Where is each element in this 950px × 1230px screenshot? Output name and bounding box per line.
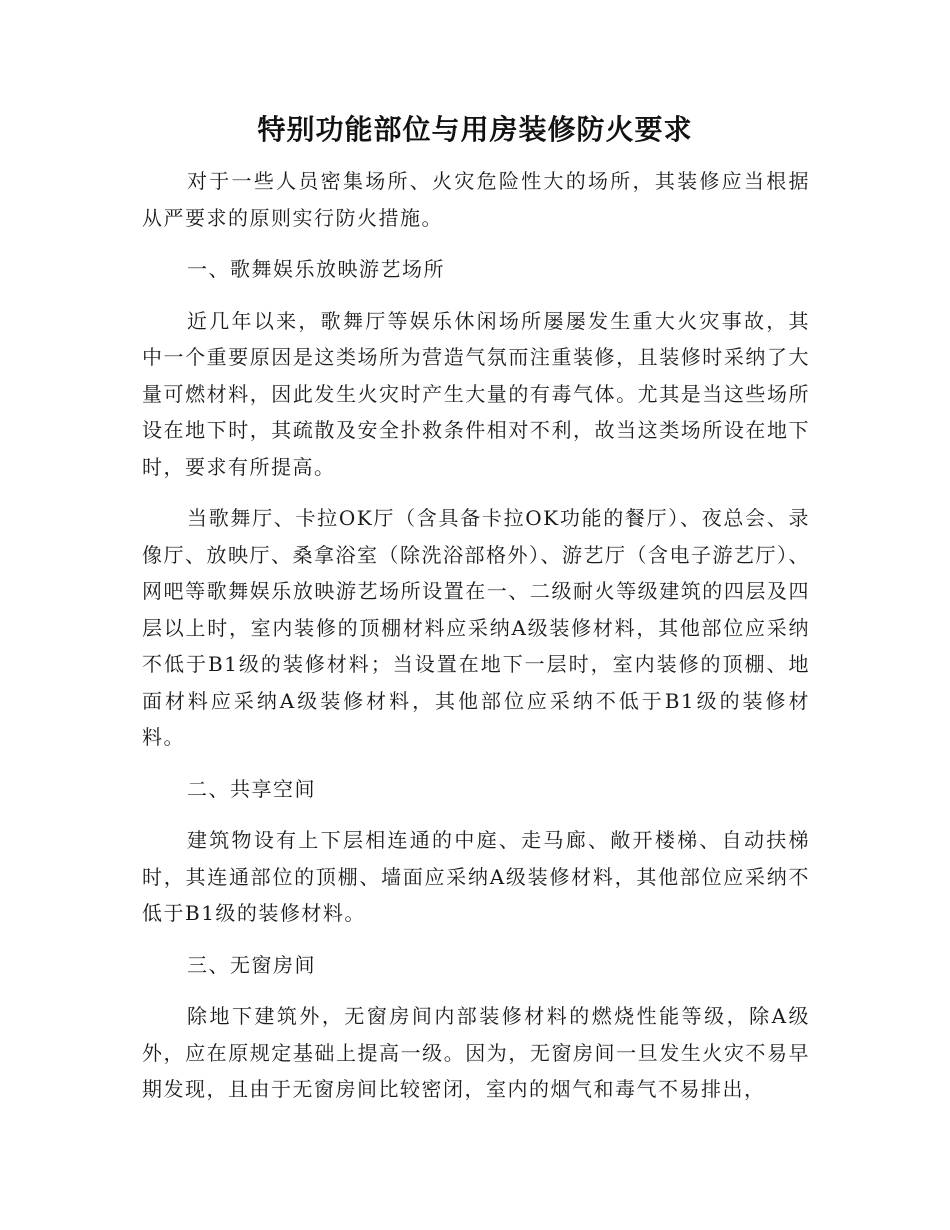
paragraph-intro: 对于一些人员密集场所、火灾危险性大的场所，其装修应当根据从严要求的原则实行防火措施。 xyxy=(142,169,810,230)
document-title: 特别功能部位与用房装修防火要求 xyxy=(257,113,693,146)
section-heading-3: 三、无窗房间 xyxy=(187,952,316,977)
paragraph: 近几年以来，歌舞厅等娱乐休闲场所屡屡发生重大火灾事故，其中一个重要原因是这类场所为营造气氛而注重装修，且装修时采纳了大量可燃材料，因此发生火灾时产生大量的有毒气体。尤其是当这些场所设在地下时，其疏散及安全扑救条件相对不利，故当这类场所设在地下时，要求有所提高。 xyxy=(142,308,810,479)
document-body xyxy=(142,163,810,1123)
paragraph: 当歌舞厅、卡拉OK厅（含具备卡拉OK功能的餐厅）、夜总会、录像厅、放映厅、桑拿浴室（除洗浴部格外）、游艺厅（含电子游艺厅）、网吧等歌舞娱乐放映游艺场所设置在一、二级耐火等级建筑的四层及四层以上时，室内装修的顶棚材料应采纳A级装修材料，其他部位应采纳不低于B1级的装修材料；当设置在地下一层时，室内装修的顶棚、地面材料应采纳A级装修材料，其他部位应采纳不低于B1级的装修材料。 xyxy=(142,506,810,749)
paragraph: 除地下建筑外，无窗房间内部装修材料的燃烧性能等级，除A级外，应在原规定基础上提高一级。因为，无窗房间一旦发生火灾不易早期发现，且由于无窗房间比较密闭，室内的烟气和毒气不易排出， xyxy=(142,1004,810,1101)
section-heading-1: 一、歌舞娱乐放映游艺场所 xyxy=(187,257,445,281)
section-heading-2: 二、共享空间 xyxy=(187,776,316,801)
paragraph: 建筑物设有上下层相连通的中庭、走马廊、敞开楼梯、自动扶梯时，其连通部位的顶棚、墙面应采纳A级装修材料，其他部位应采纳不低于B1级的装修材料。 xyxy=(142,828,810,925)
